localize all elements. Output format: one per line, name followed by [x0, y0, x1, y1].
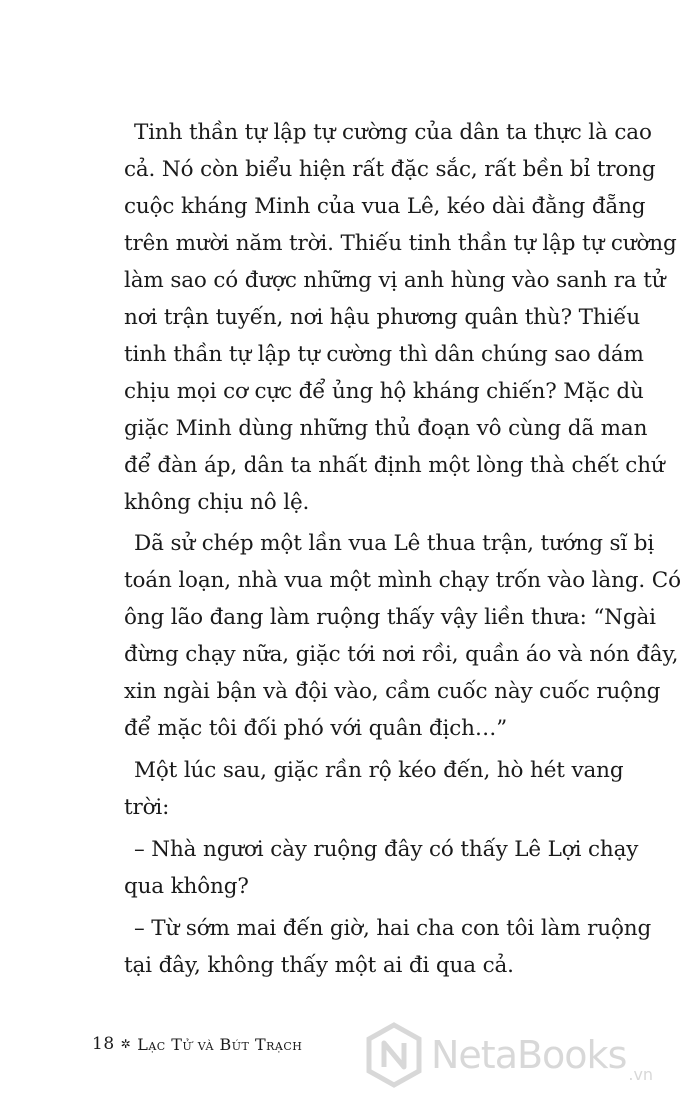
- ornament-separator: ✲: [120, 1037, 132, 1051]
- text-line: cả. Nó còn biểu hiện rất đặc sắc, rất bền bỉ trong: [124, 157, 656, 182]
- dialogue-line: – Từ sớm mai đến giờ, hai cha con tôi làm ruộng: [134, 916, 652, 941]
- text-line: đừng chạy nữa, giặc tới nơi rồi, quần áo và nón đây,: [124, 642, 679, 667]
- text-line: để mặc tôi đối phó với quân địch…”: [124, 716, 508, 741]
- dialogue-line: tại đây, không thấy một ai đi qua cả.: [124, 953, 514, 978]
- watermark-brand: NetaBooks: [431, 1033, 627, 1077]
- text-line: để đàn áp, dân ta nhất định một lòng thà chết chứ: [124, 453, 665, 478]
- dialogue-line: – Nhà ngươi cày ruộng đây có thấy Lê Lợi chạy: [134, 837, 639, 862]
- text-line: xin ngài bận và đội vào, cầm cuốc này cuốc ruộng: [124, 679, 661, 704]
- page-footer: [92, 1034, 302, 1054]
- text-line: cuộc kháng Minh của vua Lê, kéo dài đằng đẵng: [124, 194, 646, 219]
- text-line: làm sao có được những vị anh hùng vào sanh ra tử: [124, 268, 666, 293]
- text-line: Một lúc sau, giặc rần rộ kéo đến, hò hét vang: [134, 758, 624, 783]
- text-line: giặc Minh dùng những thủ đoạn vô cùng dã man: [124, 416, 648, 441]
- text-line: tinh thần tự lập tự cường thì dân chúng sao dám: [124, 342, 644, 367]
- netabooks-watermark: [365, 1022, 653, 1088]
- text-line: trên mười năm trời. Thiếu tinh thần tự lập tự cường: [124, 231, 677, 256]
- text-line: ông lão đang làm ruộng thấy vậy liền thưa: “Ngài: [124, 605, 656, 630]
- text-line: Dã sử chép một lần vua Lê thua trận, tướng sĩ bị: [134, 531, 655, 556]
- page-number: 18: [92, 1034, 115, 1054]
- watermark-tld: .vn: [628, 1065, 654, 1084]
- book-title: Lạc Tử và Bút Trạch: [137, 1034, 303, 1054]
- text-line: trời:: [124, 795, 170, 820]
- dialogue-line: qua không?: [124, 874, 249, 899]
- text-line: toán loạn, nhà vua một mình chạy trốn vào làng. Có: [124, 568, 681, 593]
- hexagon-n-logo-icon: [365, 1022, 423, 1088]
- text-line: không chịu nô lệ.: [124, 490, 310, 515]
- text-line: nơi trận tuyến, nơi hậu phương quân thù? Thiếu: [124, 305, 641, 330]
- text-line: chịu mọi cơ cực để ủng hộ kháng chiến? Mặc dù: [124, 379, 644, 404]
- text-line: Tinh thần tự lập tự cường của dân ta thực là cao: [134, 120, 652, 145]
